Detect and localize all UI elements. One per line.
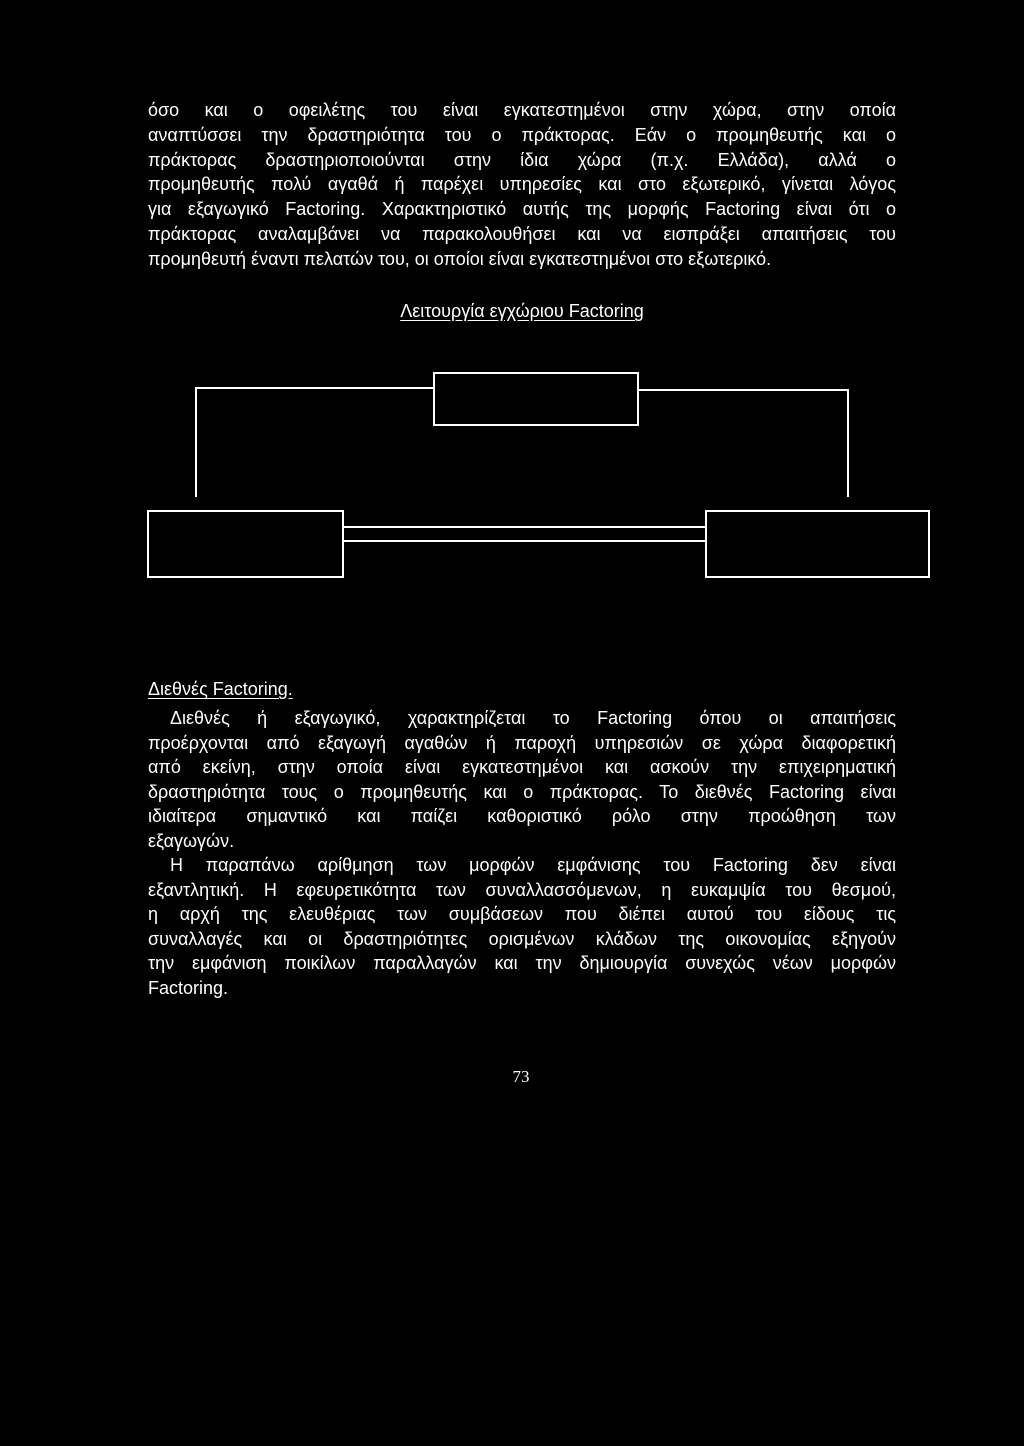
paragraph-line: προμηθευτή έναντι πελατών του, οι οποίοι είναι εγκατεστημένοι στο εξωτερικό. xyxy=(148,248,772,269)
international-factoring-heading-text: Διεθνές Factoring. xyxy=(148,679,293,699)
paragraph-line: Η παραπάνω αρίθμηση των μορφών εμφάνισης του Factoring δεν είναι xyxy=(170,855,896,875)
domestic-factoring-heading-text: Λειτουργία εγχώριου Factoring xyxy=(400,301,644,321)
paragraph-line: όσο και ο οφειλέτης του είναι εγκατεστημένοι στην χώρα, στην οποία xyxy=(148,100,896,120)
page-number: 73 xyxy=(512,1067,530,1086)
diagram-bottom-right-box xyxy=(706,511,929,577)
paragraph-line: αναπτύσσει την δραστηριότητα του ο πράκτορας. Εάν ο προμηθευτής και ο xyxy=(148,124,896,145)
diagram-right-connector xyxy=(638,390,848,497)
paragraph-line: δραστηριότητα τους ο προμηθευτής και ο πράκτορας. Το διεθνές Factoring είναι xyxy=(148,781,896,802)
diagram-top-box xyxy=(434,373,638,425)
paragraph-line: εξαντλητική. Η εφευρετικότητα των συναλλασσόμενων, η ευκαμψία του θεσμού, xyxy=(148,879,896,900)
paragraph-line: για εξαγωγικό Factoring. Χαρακτηριστικό αυτής της μορφής Factoring είναι ότι ο xyxy=(148,199,896,220)
paragraph-line: προμηθευτής πολύ αγαθά ή παρέχει υπηρεσίες και στο εξωτερικό, γίνεται λόγος xyxy=(148,174,896,195)
diagram-left-connector xyxy=(196,388,434,497)
paragraph-line: ιδιαίτερα σημαντικό και παίζει καθοριστικό ρόλο στην προώθηση των xyxy=(148,806,896,826)
paragraph-line: την εμφάνιση ποικίλων παραλλαγών και την δημιουργία συνεχώς νέων μορφών xyxy=(148,953,896,973)
domestic-factoring-diagram xyxy=(0,0,1024,700)
paragraph-line: προέρχονται από εξαγωγή αγαθών ή παροχή υπηρεσιών σε χώρα διαφορετική xyxy=(148,732,896,753)
paragraph-line: η αρχή της ελευθέριας των συμβάσεων που διέπει αυτού του είδους τις xyxy=(148,904,896,924)
international-section xyxy=(148,706,896,1000)
paragraph-line: Factoring. xyxy=(148,977,229,998)
paragraph-line: πράκτορας αναλαμβάνει να παρακολουθήσει και να εισπράξει απαιτήσεις του xyxy=(148,223,896,244)
enumeration-paragraph xyxy=(148,853,896,1000)
paragraph-line: Διεθνές ή εξαγωγικό, χαρακτηρίζεται το Factoring όπου οι απαιτήσεις xyxy=(170,708,896,728)
paragraph-line: εξαγωγών. xyxy=(148,830,235,851)
paragraph-line: από εκείνη, στην οποία είναι εγκατεστημένοι και ασκούν την επιχειρηματική xyxy=(148,757,896,777)
paragraph-line: συναλλαγές και οι δραστηριότητες ορισμένων κλάδων της οικονομίας εξηγούν xyxy=(148,928,896,949)
paragraph-line: πράκτορας δραστηριοποιούνται στην ίδια χώρα (π.χ. Ελλάδα), αλλά ο xyxy=(148,149,896,170)
international-paragraph xyxy=(148,706,896,853)
international-factoring-heading xyxy=(148,677,293,702)
diagram-bottom-left-box xyxy=(148,511,343,577)
